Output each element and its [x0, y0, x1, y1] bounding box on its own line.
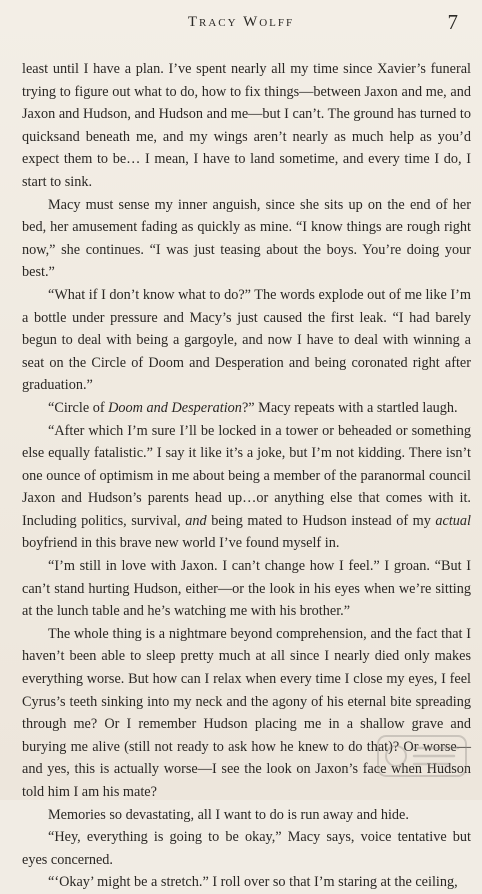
text-segment: “Circle of	[48, 399, 109, 416]
running-head-author: Tracy Wolff	[187, 14, 295, 30]
paragraph	[22, 58, 471, 194]
watermark-stamp-icon	[374, 730, 470, 782]
text-segment: The whole thing is a nightmare beyond comprehension, and the fact that I haven’t been able to sleep pretty much at all since I nearly died only makes everything worse. But how can I relax when every time I close my eyes, I feel Cyrus’s teeth sinking into my neck and the agony of his eternal bite spreading through me? Or I remember Hudson placing me in a shallow grave and burying me alive (still not ready to ask how he knew to do that)? Or worse—and yes, this is actually worse—I see the look on Jaxon’s face when Hudson told him I am his mate?	[22, 625, 471, 800]
italic-segment: Doom and Desperation	[108, 399, 242, 416]
italic-segment: actual	[435, 512, 472, 529]
italic-segment: and	[185, 512, 207, 529]
text-segment: “What if I don’t know what to do?” The words explode out of me like I’m a bottle under pressure and Macy’s just caused the first leak. “I had barely begun to deal with being a gargoyle, and now I have to deal with winning a seat on the Circle of Doom and Desperation and being coronated right after graduation.”	[22, 286, 471, 394]
paragraph	[22, 555, 471, 623]
paragraph	[22, 397, 471, 420]
paragraph	[22, 871, 471, 894]
paragraph	[22, 826, 471, 871]
running-head	[0, 12, 482, 40]
text-segment: ?” Macy repeats with a startled laugh.	[241, 399, 458, 416]
paragraph	[22, 420, 471, 556]
paragraph	[22, 284, 471, 397]
text-segment: “I’m still in love with Jaxon. I can’t change how I feel.” I groan. “But I can’t stand hurting Hudson, either—or the look in his eyes when we’re sitting at the lunch table and he’s watching me with his brother.”	[22, 558, 471, 620]
paragraph	[22, 804, 471, 827]
text-segment: “Hey, everything is going to be okay,” Macy says, voice tentative but eyes concerned.	[22, 829, 471, 868]
text-segment: Macy must sense my inner anguish, since she sits up on the end of her bed, her amusement fading as quickly as mine. “I know things are rough right now,” she continues. “I was just teasing about the boys. You’re doing your best.”	[22, 196, 471, 281]
page-number: 7	[447, 10, 458, 34]
text-segment: Memories so devastating, all I want to do is run away and hide.	[48, 806, 409, 823]
text-segment: “After which I’m sure I’ll be locked in a tower or beheaded or something else equally fatalistic.” I say it like it’s a joke, but I’m not kidding. There isn’t one ounce of optimism in me about being a member of the paranormal council Jaxon and Hudson’s parents head up…or anything else that comes with it. Including politics, survival,	[22, 422, 471, 529]
text-segment: “‘Okay’ might be a stretch.” I roll over so that I’m staring at the ceiling,	[48, 874, 458, 891]
text-segment: boyfriend in this brave new world I’ve found myself in.	[22, 535, 340, 552]
paragraph	[22, 194, 471, 284]
text-segment: being mated to Hudson instead of my	[206, 512, 436, 529]
text-segment: least until I have a plan. I’ve spent nearly all my time since Xavier’s funeral trying to figure out what to do, how to fix things—between Jaxon and me, and Jaxon and Hudson, and Hudson and me—but I can’t. The ground has turned to quicksand beneath me, and my wings aren’t nearly as much help as you’d expect them to be… I mean, I have to land sometime, and every time I do, I start to sink.	[22, 61, 471, 190]
